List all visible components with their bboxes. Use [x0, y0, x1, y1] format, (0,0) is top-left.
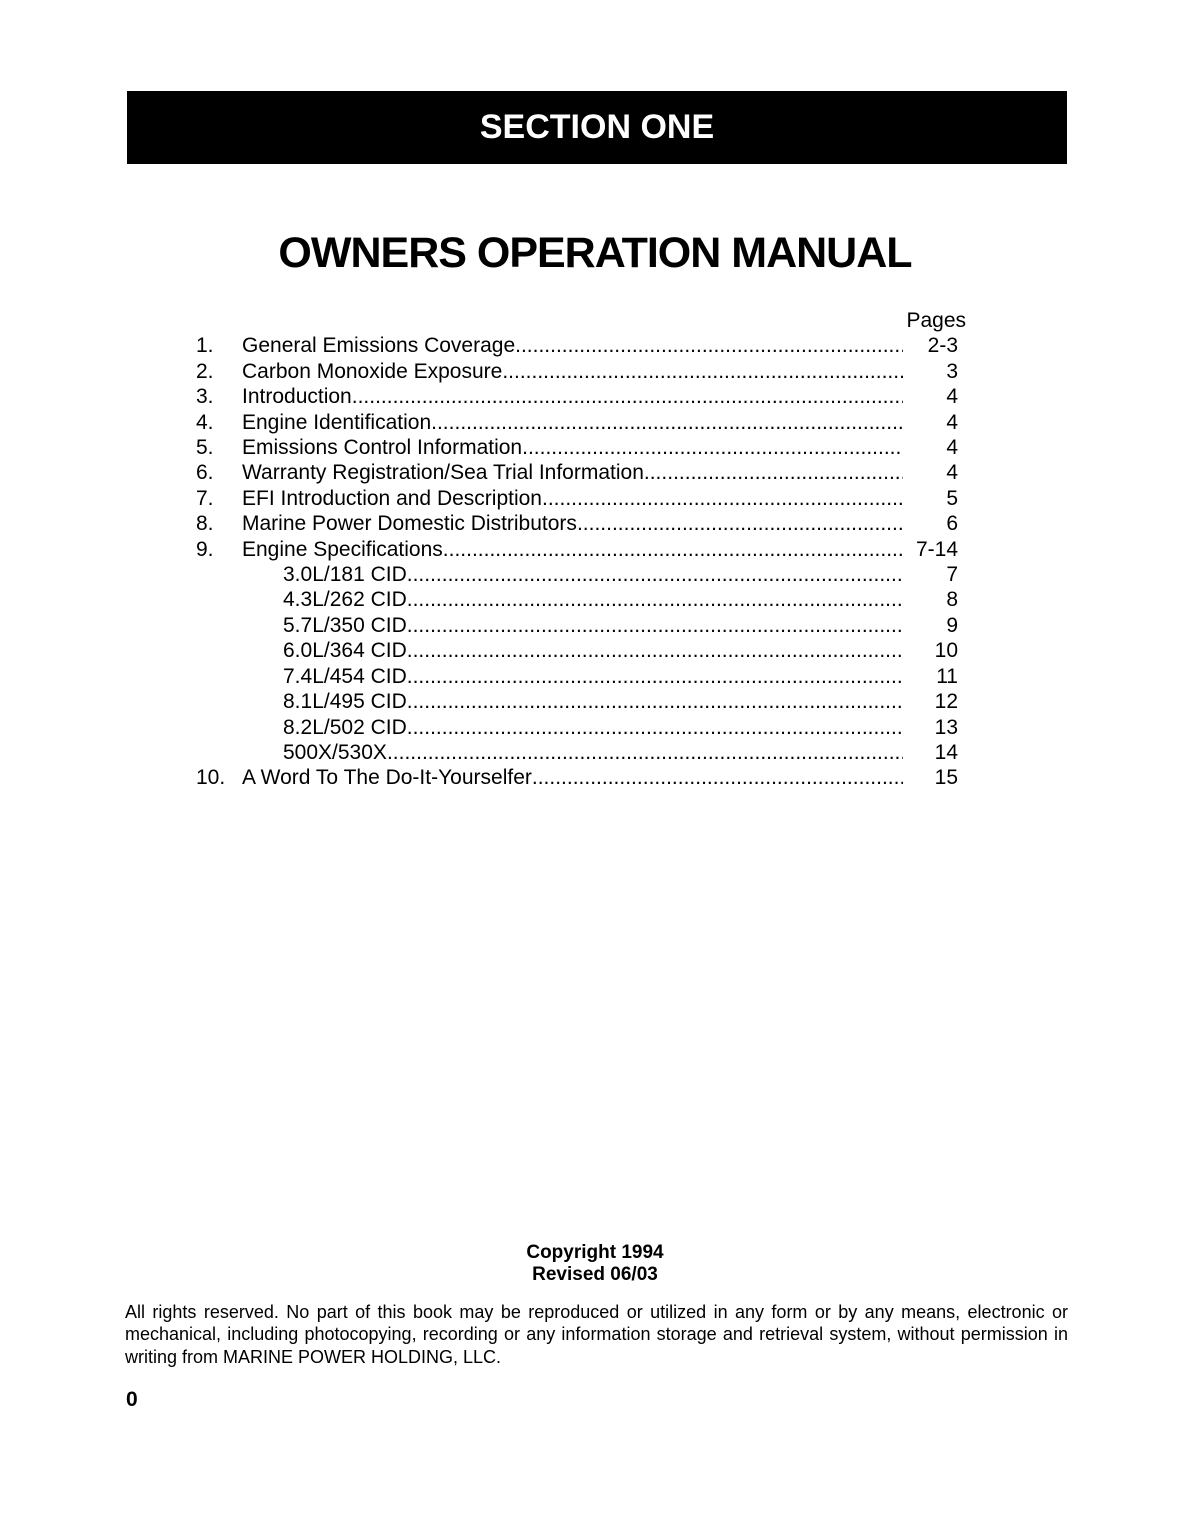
- toc-item-row: [196, 460, 958, 485]
- toc-item-page: 6: [946, 512, 958, 536]
- toc-item-page: 9: [946, 613, 958, 637]
- rights-paragraph: All rights reserved. No part of this book may be reproduced or utilized in any form or by any means, electronic or mechanical, including photocopying, recording or any information storage and retrieval system, without permission in writing from MARINE POWER HOLDING, LLC.: [125, 1302, 1068, 1367]
- toc-item-row: [196, 359, 958, 384]
- toc-item-row: [196, 486, 958, 511]
- toc-item-label: 3.0L/181 CID: [283, 563, 407, 587]
- toc-item-number: 9.: [196, 537, 214, 561]
- toc-item-page: 4: [946, 385, 958, 409]
- toc-item-label: 7.4L/454 CID: [283, 664, 407, 688]
- toc-item-label: Engine Specifications: [242, 537, 443, 561]
- toc-item-label: 5.7L/350 CID: [283, 613, 407, 637]
- toc-item-number: 2.: [196, 359, 214, 383]
- toc-dot-leader: [407, 613, 903, 638]
- toc-item-page: 8: [946, 588, 958, 612]
- toc-item-page: 15: [934, 766, 958, 790]
- copyright-line: Copyright 1994: [526, 1242, 664, 1263]
- toc-dot-leader: [387, 740, 903, 765]
- toc-item-label: Warranty Registration/Sea Trial Information: [242, 461, 644, 485]
- toc-dot-leader: [644, 460, 903, 485]
- toc-item-row: [196, 765, 958, 790]
- toc-pages-header: Pages: [906, 309, 966, 332]
- copyright-block: [0, 1242, 1190, 1286]
- toc-item-label: General Emissions Coverage: [242, 334, 516, 358]
- toc-item-page: 11: [936, 664, 958, 688]
- toc-item-page: 14: [934, 740, 958, 764]
- toc-dot-leader: [407, 587, 903, 612]
- toc-item-page: 7-14: [915, 537, 958, 561]
- toc-item-number: 5.: [196, 436, 214, 460]
- toc-item-number: 8.: [196, 512, 214, 536]
- toc-dot-leader: [431, 410, 903, 435]
- toc-item-page: 4: [946, 461, 958, 485]
- toc-subitem-row: [196, 740, 958, 765]
- toc-subitem-row: [196, 664, 958, 689]
- toc-item-page: 7: [946, 563, 958, 587]
- toc-dot-leader: [407, 562, 903, 587]
- table-of-contents: [196, 308, 966, 791]
- section-banner-title: SECTION ONE: [479, 108, 715, 146]
- toc-subitem-row: [196, 715, 958, 740]
- toc-dot-leader: [577, 511, 903, 536]
- toc-item-label: Carbon Monoxide Exposure: [242, 359, 503, 383]
- toc-dot-leader: [407, 715, 903, 740]
- toc-item-label: 4.3L/262 CID: [283, 588, 407, 612]
- toc-subitem-row: [196, 689, 958, 714]
- revised-line: Revised 06/03: [532, 1264, 658, 1285]
- toc-item-row: [196, 384, 958, 409]
- toc-rows: [196, 333, 958, 790]
- toc-item-number: 6.: [196, 461, 214, 485]
- toc-item-label: 500X/530X: [283, 740, 387, 764]
- toc-subitem-row: [196, 613, 958, 638]
- toc-dot-leader: [407, 638, 903, 663]
- section-banner: [127, 91, 1067, 164]
- toc-item-label: EFI Introduction and Description: [242, 486, 542, 510]
- toc-item-label: Introduction: [242, 385, 352, 409]
- toc-item-page: 5: [946, 486, 958, 510]
- toc-dot-leader: [407, 664, 903, 689]
- toc-item-number: 1.: [196, 334, 214, 358]
- toc-item-page: 2-3: [927, 334, 958, 358]
- toc-subitem-row: [196, 638, 958, 663]
- toc-item-page: 3: [946, 359, 958, 383]
- toc-item-label: 6.0L/364 CID: [283, 639, 407, 663]
- toc-subitem-row: [196, 587, 958, 612]
- toc-item-page: 10: [934, 639, 958, 663]
- toc-item-number: 10.: [196, 766, 226, 790]
- toc-dot-leader: [443, 537, 903, 562]
- toc-dot-leader: [502, 359, 903, 384]
- toc-item-page: 13: [934, 715, 958, 739]
- toc-dot-leader: [352, 384, 903, 409]
- toc-item-label: Marine Power Domestic Distributors: [242, 512, 577, 536]
- toc-item-page: 12: [934, 690, 958, 714]
- page-title: OWNERS OPERATION MANUAL: [278, 229, 912, 277]
- toc-item-label: A Word To The Do-It-Yourselfer: [242, 766, 532, 790]
- toc-item-page: 4: [946, 436, 958, 460]
- toc-dot-leader: [532, 765, 903, 790]
- toc-item-label: 8.1L/495 CID: [283, 690, 407, 714]
- toc-item-label: 8.2L/502 CID: [283, 715, 407, 739]
- toc-item-number: 4.: [196, 410, 214, 434]
- toc-item-row: [196, 333, 958, 358]
- toc-dot-leader: [515, 333, 903, 358]
- toc-item-label: Engine Identification: [242, 410, 432, 434]
- toc-item-number: 7.: [196, 486, 214, 510]
- toc-item-page: 4: [946, 410, 958, 434]
- toc-item-label: Emissions Control Information: [242, 436, 523, 460]
- toc-item-number: 3.: [196, 385, 214, 409]
- toc-item-row: [196, 410, 958, 435]
- toc-subitem-row: [196, 562, 958, 587]
- toc-dot-leader: [542, 486, 903, 511]
- toc-item-row: [196, 511, 958, 536]
- toc-item-row: [196, 435, 958, 460]
- toc-item-row: [196, 537, 958, 562]
- toc-dot-leader: [407, 689, 903, 714]
- page-number: 0: [126, 1388, 138, 1411]
- toc-dot-leader: [522, 435, 903, 460]
